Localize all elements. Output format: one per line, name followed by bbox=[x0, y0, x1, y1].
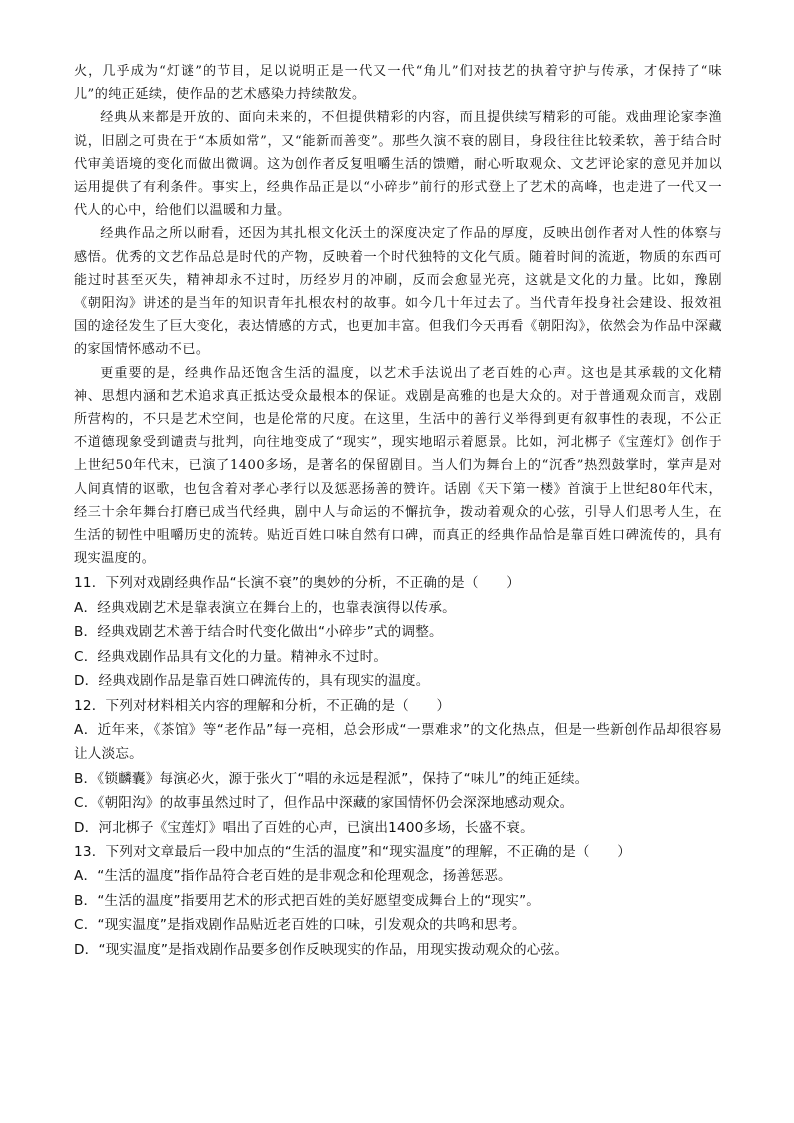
question-option-b: B．《锁麟囊》每演必火，源于张火丁“唱的永远是程派”，保持了“味儿”的纯正延续。 bbox=[74, 770, 589, 787]
question-option-a: A．经典戏剧艺术是靠表演立在舞台上的，也靠表演得以传承。 bbox=[74, 599, 456, 616]
question-option-d: D．经典戏剧作品是靠百姓口碑流传的，具有现实的温度。 bbox=[74, 673, 430, 690]
question-option-c: C．经典戏剧作品具有文化的力量。精神永不过时。 bbox=[74, 648, 388, 665]
question-11 bbox=[74, 571, 722, 693]
question-option-c: C．《朝阳沟》的故事虽然过时了，但作品中深藏的家国情怀仍会深深地感动观众。 bbox=[74, 795, 574, 812]
question-12 bbox=[74, 694, 722, 840]
question-option-a: A．“生活的温度”指作品符合老百姓的是非观念和伦理观念，扬善惩恶。 bbox=[74, 868, 512, 885]
question-13 bbox=[74, 840, 722, 962]
reading-passage bbox=[74, 60, 722, 570]
question-stem: 13．下列对文章最后一段中加点的“生活的温度”和“现实温度”的理解，不正确的是（ ） bbox=[74, 843, 632, 860]
passage-paragraph-continued: 火，几乎成为“灯谜”的节目，足以说明正是一代又一代“角儿”们对技艺的执着守护与传承，才保持了“味儿”的纯正延续，使作品的艺术感染力持续散发。 bbox=[74, 64, 722, 103]
passage-paragraph: 更重要的是，经典作品还饱含生活的温度，以艺术手法说出了老百姓的心声。这也是其承载的文化精神、思想内涵和艺术追求真正抵达受众最根本的保证。戏剧是高雅的也是大众的。对于普通观众而言，戏剧所营构的，不只是艺术空间，也是伦常的尺度。在这里，生活中的善行义举得到更有叙事性的表现，不公正不道德现象受到谴责与批判，向往地变成了“现实”，现实地昭示着愿景。比如，河北梆子《宝莲灯》创作于上世纪50年代末，已演了1400多场，是著名的保留剧目。当人们为舞台上的“沉香”热烈鼓掌时，掌声是对人间真情的讴歌，也包含着对孝心孝行以及惩恶扬善的赞许。话剧《天下第一楼》首演于上世纪80年代末，经三十余年舞台打磨已成当代经典，剧中人与命运的不懈抗争，拨动着观众的心弦，引导人们思考人生，在生活的韧性中咀嚼历史的流转。贴近百姓口味自然有口碑，而真正的经典作品恰是靠百姓口碑流传的，具有现实温度的。 bbox=[74, 365, 722, 567]
passage-paragraph: 经典作品之所以耐看，还因为其扎根文化沃土的深度决定了作品的厚度，反映出创作者对人性的体察与感悟。优秀的文艺作品总是时代的产物，反映着一个时代独特的文化气质。随着时间的流逝，物质的东西可能过时甚至灭失，精神却永不过时，历经岁月的冲刷，反而会愈显光亮，这就是文化的力量。比如，豫剧《朝阳沟》讲述的是当年的知识青年扎根农村的故事。如今几十年过去了。当代青年投身社会建设、报效祖国的途径发生了巨大变化，表达情感的方式，也更加丰富。但我们今天再看《朝阳沟》，依然会为作品中深藏的家国情怀感动不已。 bbox=[74, 226, 722, 358]
question-option-b: B．“生活的温度”指要用艺术的形式把百姓的美好愿望变成舞台上的“现实”。 bbox=[74, 892, 541, 909]
document-page bbox=[74, 60, 722, 962]
passage-paragraph: 经典从来都是开放的、面向未来的，不但提供精彩的内容，而且提供续写精彩的可能。戏曲理论家李渔说，旧剧之可贵在于“本质如常”，又“能新而善变”。那些久演不衰的剧目，身段往往比较柔软，善于结合时代审美语境的变化而做出微调。这为创作者反复咀嚼生活的馈赠，耐心听取观众、文艺评论家的意见并加以运用提供了有利条件。事实上，经典作品正是以“小碎步”前行的形式登上了艺术的高峰，也走进了一代又一代人的心中，给他们以温暖和力量。 bbox=[74, 110, 722, 219]
question-option-b: B．经典戏剧艺术善于结合时代变化做出“小碎步”式的调整。 bbox=[74, 624, 443, 641]
question-stem: 12．下列对材料相关内容的理解和分析，不正确的是（ ） bbox=[74, 697, 451, 714]
question-option-d: D．河北梆子《宝莲灯》唱出了百姓的心声，已演出1400多场，长盛不衰。 bbox=[74, 819, 534, 836]
question-option-d: D．“现实温度”是指戏剧作品要多创作反映现实的作品，用现实拨动观众的心弦。 bbox=[74, 941, 569, 958]
question-list bbox=[74, 571, 722, 962]
question-stem: 11．下列对戏剧经典作品“长演不衰”的奥妙的分析，不正确的是（ ） bbox=[74, 575, 520, 592]
question-option-c: C．“现实温度”是指戏剧作品贴近老百姓的口味，引发观众的共鸣和思考。 bbox=[74, 917, 526, 934]
question-option-a: A．近年来，《茶馆》等“老作品”每一亮相，总会形成“一票难求”的文化热点，但是一些新创作品却很容易让人淡忘。 bbox=[74, 721, 722, 763]
